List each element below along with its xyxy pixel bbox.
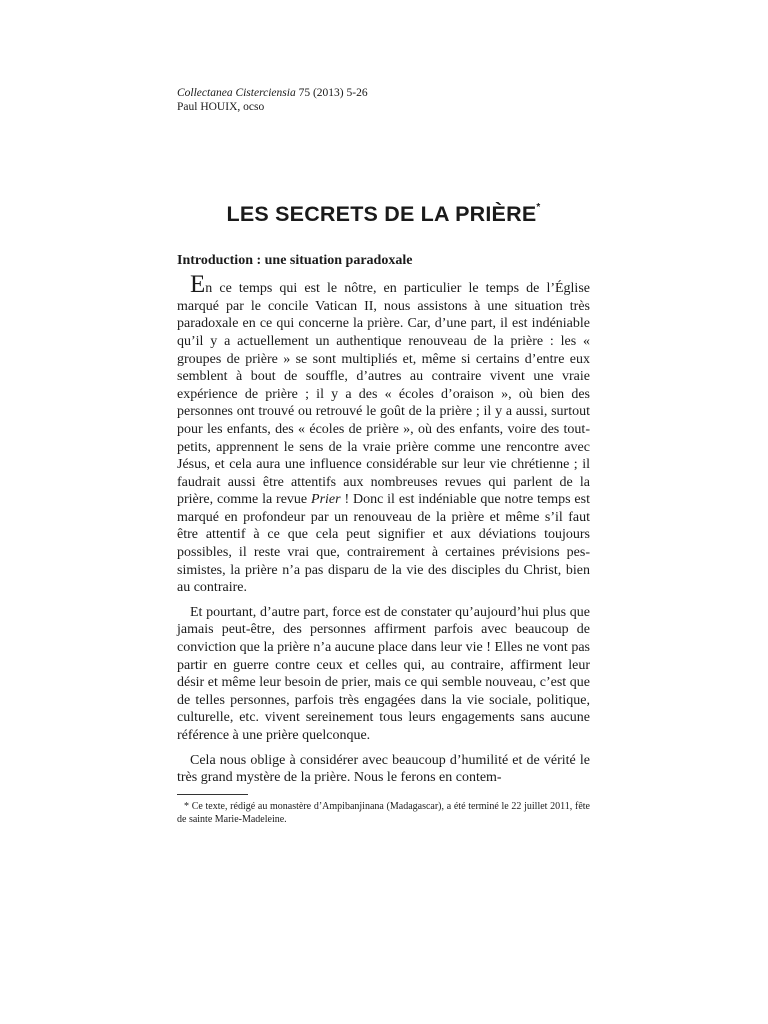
journal-name: Collectanea Cisterciensia	[177, 87, 296, 99]
footnote-mark: *	[184, 800, 189, 812]
footnote-separator	[177, 794, 248, 795]
section-heading: Introduction : une situation paradoxale	[177, 253, 413, 269]
paragraph-1	[177, 271, 590, 597]
journal-volume: 75 (2013) 5-26	[295, 87, 368, 99]
footnote-text: Ce texte, rédigé au monastère d’Ampibanjinana (Madagascar), a été terminé le 22 juillet 2011, fête de sainte Marie-Madeleine.	[177, 800, 590, 825]
journal-citation	[177, 86, 590, 100]
article-title-text: LES SECRETS DE LA PRIÈRE	[226, 202, 537, 227]
footnote	[177, 800, 590, 826]
paragraph-1-text-b: ! Donc il est indéniable que notre temps est marqué en profondeur par un renouveau de la prière et même s’il faut être attentif à ce que cela peut signifier et aux déviations toujours possibles, il reste vrai que, contrairement à certaines prévisions pes-simistes, la prière n’a pas disparu de la vie des disciples du Christ, bien au contraire.	[177, 492, 590, 596]
paragraph-2: Et pourtant, d’autre part, force est de constater qu’aujourd’hui plus que jamais peut-être, des personnes affirment parfois avec beaucoup de conviction que la prière n’a aucune place dans leur vie ! Elles ne vont pas partir en guerre contre ceux et celles qui, au contraire, affirment leur désir et même leur besoin de prier, mais ce qui semble nouveau, c’est que de telles personnes, parfois très engagées dans la vie sociale, politique, culturelle, etc. vivent sereinement tous leurs engagements sans aucune référence à une prière quelconque.	[177, 604, 590, 743]
paragraph-1-text-a: n ce temps qui est le nôtre, en particulier le temps de l’Église marqué par le concile Vatican II, nous assistons à une situation très paradoxale en ce qui concerne la prière. Car, d’une part, il est indéniable qu’il y a actuellement un authentique renouveau de la prière : les « groupes de prière » se sont multipliés et, même si certains d’entre eux semblent à bout de souffle, d’autres au contraire vivent une vraie expérience de prière ; il y a des « écoles d’oraison », où bien des personnes ont trouvé ou retrouvé le goût de la prière ; il y a aussi, surtout pour les enfants, des « écoles de prière », où des enfants, voire des tout-petits, apprennent le sens de la vraie prière comme une rencontre avec Jésus, et cela aura une influence considérable sur leur vie chrétienne ; il faudrait aussi être attentifs aux nombreuses revues qui parlent de la prière, comme la revue	[177, 281, 590, 508]
running-header	[177, 86, 590, 114]
article-body	[177, 271, 590, 787]
paragraph-1-italic: Prier	[311, 492, 341, 508]
article-title	[177, 198, 590, 227]
document-page	[177, 86, 590, 826]
author-line: Paul HOUIX, ocso	[177, 101, 265, 113]
title-footnote-mark: *	[536, 202, 541, 213]
drop-cap: E	[190, 271, 206, 299]
paragraph-3: Cela nous oblige à considérer avec beaucoup d’humilité et de vérité le très grand mystère de la prière. Nous le ferons en contem-	[177, 752, 590, 786]
